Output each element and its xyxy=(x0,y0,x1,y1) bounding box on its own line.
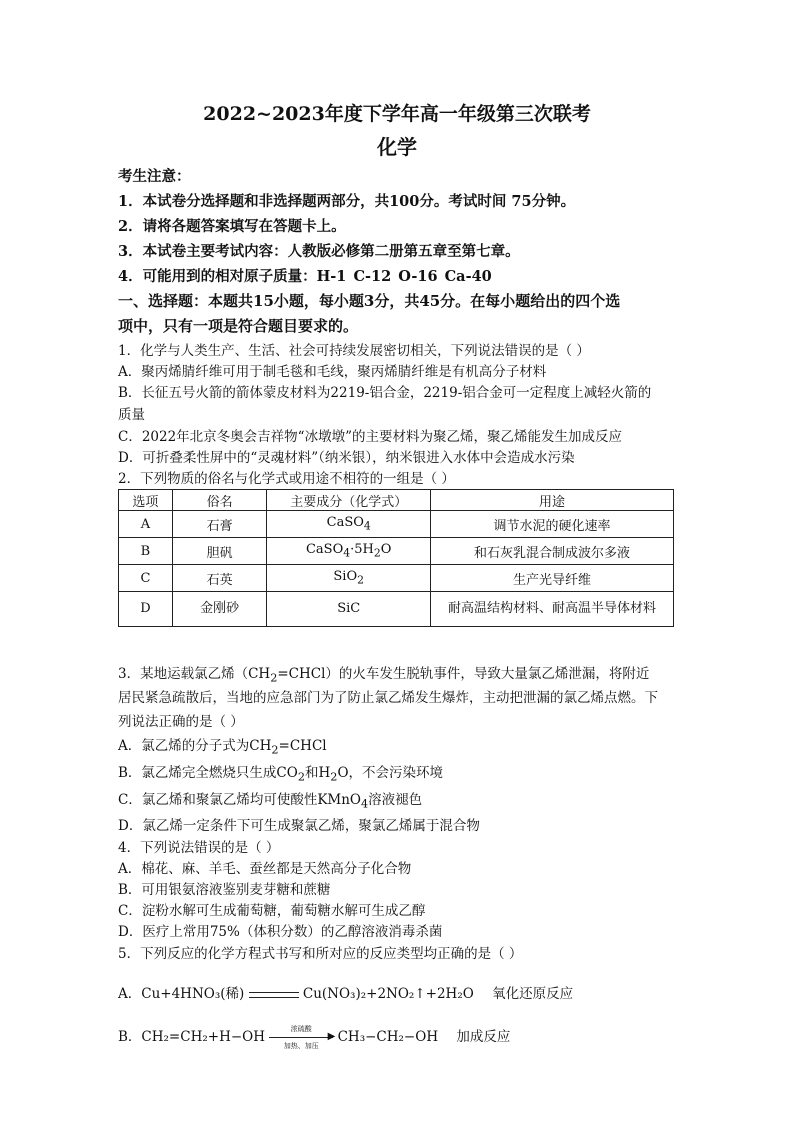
text: 3．某地运载氯乙烯（CH xyxy=(118,666,271,682)
notice-item: 2．请将各题答案填写在答题卡上。 xyxy=(118,218,346,235)
table-row xyxy=(119,511,674,538)
q4-option-d: D．医疗上常用75%（体积分数）的乙醇溶液消毒杀菌 xyxy=(118,924,443,940)
q3-option-b xyxy=(118,761,443,784)
arrow-condition: 浓硫酸 xyxy=(290,1024,312,1033)
formula-sub: 2 xyxy=(297,770,305,784)
q3-option-c xyxy=(118,788,422,811)
q4-stem: 4．下列说法错误的是（ ） xyxy=(118,840,280,856)
table-header-row xyxy=(119,490,674,511)
q1-option-b: B．长征五号火箭的箭体蒙皮材料为2219-铝合金，2219-铝合金可一定程度上减轻火箭的 xyxy=(118,385,652,401)
section-heading-cont: 项中，只有一项是符合题目要求的。 xyxy=(118,317,359,335)
formula-sub: 2 xyxy=(373,546,381,560)
q1-option-c: C．2022年北京冬奥会吉祥物“冰墩墩”的主要材料为聚乙烯，聚乙烯能发生加成反应 xyxy=(118,429,622,445)
q3-stem-line2: 居民紧急疏散后，当地的应急部门为了防止氯乙烯发生爆炸，主动把泄漏的氯乙烯点燃。下 xyxy=(118,690,658,706)
table-cell xyxy=(267,565,431,592)
q3-stem-line3: 列说法正确的是（ ） xyxy=(118,714,244,730)
section-heading: 一、选择题：本题共15小题，每小题3分，共45分。在每小题给出的四个选 xyxy=(118,292,621,310)
formula-sub: 4 xyxy=(363,519,371,533)
q3-stem-line1 xyxy=(118,662,649,685)
q5-option-a xyxy=(118,982,573,1002)
formula-sub: 2 xyxy=(271,743,279,757)
text: 溶液褪色 xyxy=(368,792,423,808)
reaction-type: 加成反应 xyxy=(456,1029,511,1045)
table-cell: C xyxy=(119,565,173,592)
reaction-type: 氧化还原反应 xyxy=(492,986,574,1002)
formula-sub: 2 xyxy=(330,770,338,784)
table-cell: B xyxy=(119,538,173,565)
q2-table xyxy=(118,489,674,627)
table-cell: 金刚砂 xyxy=(172,592,267,627)
formula-sub: 4 xyxy=(343,546,351,560)
notice-item: 4．可能用到的相对原子质量：H-1 C-12 O-16 Ca-40 xyxy=(118,268,492,285)
equation-left: B．CH₂=CH₂+H−OH xyxy=(118,1029,265,1045)
table-cell xyxy=(267,538,431,565)
table-cell: 和石灰乳混合制成波尔多液 xyxy=(431,538,674,565)
formula-text: CaSO xyxy=(305,542,344,558)
table-cell xyxy=(267,511,431,538)
table-cell: 耐高温结构材料、耐高温半导体材料 xyxy=(431,592,674,627)
table-header: 主要成分（化学式） xyxy=(267,490,431,511)
notice-item: 3．本试卷主要考试内容：人教版必修第二册第五章至第七章。 xyxy=(118,243,520,260)
formula-sub: 2 xyxy=(357,573,365,587)
formula-sub: 2 xyxy=(270,671,278,685)
table-cell: A xyxy=(119,511,173,538)
formula-sub: 4 xyxy=(361,797,369,811)
equation-left: A．Cu+4HNO₃(稀) xyxy=(118,986,245,1002)
notice-heading: 考生注意： xyxy=(118,168,191,185)
q2-stem: 2．下列物质的俗名与化学式或用途不相符的一组是（ ） xyxy=(118,471,455,487)
subject-title: 化学 xyxy=(377,135,417,159)
arrow-line xyxy=(269,1037,333,1038)
exam-title: 2022~2023年度下学年高一年级第三次联考 xyxy=(203,103,591,125)
table-cell: 石膏 xyxy=(172,511,267,538)
reaction-arrow xyxy=(269,1024,336,1050)
table-cell: 生产光导纤维 xyxy=(431,565,674,592)
q3-option-a xyxy=(118,734,327,757)
formula-text: O xyxy=(380,542,392,558)
q5-stem: 5．下列反应的化学方程式书写和所对应的反应类型均正确的是（ ） xyxy=(118,946,523,962)
q4-option-b: B．可用银氨溶液鉴别麦芽糖和蔗糖 xyxy=(118,882,331,898)
text: 和H xyxy=(305,765,331,781)
text: C．氯乙烯和聚氯乙烯均可使酸性KMnO xyxy=(118,792,361,808)
notice-item: 1．本试卷分选择题和非选择题两部分，共100分。考试时间 75分钟。 xyxy=(118,193,576,210)
table-header: 选项 xyxy=(119,490,173,511)
q4-option-c: C．淀粉水解可生成葡萄糖，葡萄糖水解可生成乙醇 xyxy=(118,903,426,919)
q1-option-d: D．可折叠柔性屏中的“灵魂材料”（纳米银），纳米银进入水体中会造成水污染 xyxy=(118,450,575,466)
equation-right: CH₃−CH₂−OH xyxy=(337,1029,439,1045)
q3-option-d: D．氯乙烯一定条件下可生成聚氯乙烯，聚氯乙烯属于混合物 xyxy=(118,818,480,834)
table-cell: 调节水泥的硬化速率 xyxy=(431,511,674,538)
q1-option-a: A．聚丙烯腈纤维可用于制毛毯和毛线，聚丙烯腈纤维是有机高分子材料 xyxy=(118,364,547,380)
formula-text: SiO xyxy=(333,569,358,585)
text: A．氯乙烯的分子式为CH xyxy=(118,738,272,754)
table-row xyxy=(119,565,674,592)
q5-option-b xyxy=(118,1024,511,1050)
table-header: 用途 xyxy=(431,490,674,511)
arrow-head-icon: ▶ xyxy=(327,1030,336,1042)
formula-text: ·5H xyxy=(350,542,374,558)
text: =CHCl xyxy=(278,738,327,754)
arrow-condition: 加热、加压 xyxy=(283,1041,319,1050)
table-cell: D xyxy=(119,592,173,627)
formula-text: CaSO xyxy=(326,515,364,531)
text: =CHCl）的火车发生脱轨事件，导致大量氯乙烯泄漏，将附近 xyxy=(277,666,650,682)
table-cell: 石英 xyxy=(172,565,267,592)
text: B．氯乙烯完全燃烧只生成CO xyxy=(118,765,298,781)
table-row xyxy=(119,538,674,565)
table-header: 俗名 xyxy=(172,490,267,511)
q1-stem: 1．化学与人类生产、生活、社会可持续发展密切相关，下列说法错误的是（ ） xyxy=(118,343,590,359)
q4-option-a: A．棉花、麻、羊毛、蚕丝都是天然高分子化合物 xyxy=(118,861,412,877)
text: O，不会污染环境 xyxy=(337,765,444,781)
table-cell: 胆矾 xyxy=(172,538,267,565)
table-row xyxy=(119,592,674,627)
table-cell: SiC xyxy=(267,592,431,627)
equation-right: Cu(NO₃)₂+2NO₂↑+2H₂O xyxy=(302,986,474,1002)
equals-sign xyxy=(249,992,299,998)
q1-option-b-cont: 质量 xyxy=(118,407,145,423)
